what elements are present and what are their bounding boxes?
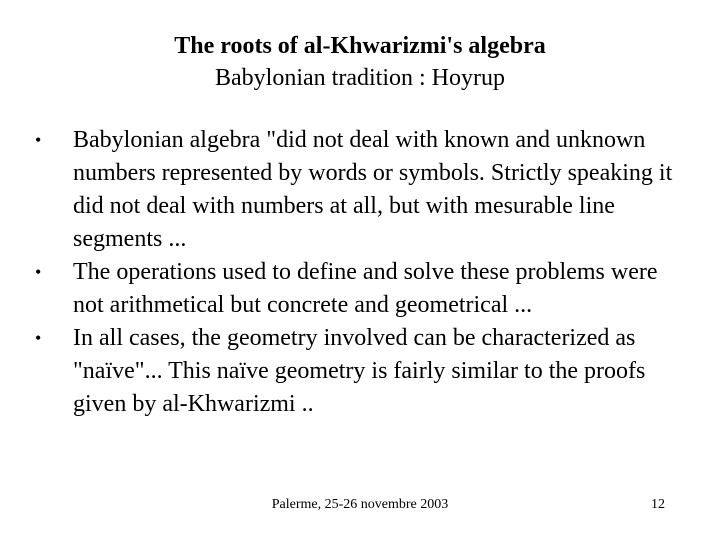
- title-block: [0, 30, 720, 94]
- slide-subtitle: Babylonian tradition : Hoyrup: [215, 65, 505, 91]
- bullet-item: [0, 256, 673, 322]
- bullet-text: In all cases, the geometry involved can be characterized as "naïve"... This naïve geometry is fairly similar to the proofs given by al-Khwarizmi ..: [73, 325, 646, 417]
- bullet-marker: •: [35, 262, 42, 282]
- bullet-item: [0, 322, 673, 421]
- bullet-marker: •: [35, 328, 42, 348]
- footer-text: Palerme, 25-26 novembre 2003: [271, 497, 449, 512]
- slide-title: The roots of al-Khwarizmi's algebra: [174, 33, 546, 59]
- bullet-text: Babylonian algebra "did not deal with known and unknown numbers represented by words or symbols. Strictly speaking it did not deal with numbers at all, but with mesurable line segments ...: [73, 127, 673, 252]
- bullet-marker: •: [35, 130, 42, 150]
- bullet-list: [0, 124, 720, 421]
- page-number: 12: [651, 497, 665, 512]
- bullet-text: The operations used to define and solve these problems were not arithmetical but concrete and geometrical ...: [73, 259, 658, 318]
- bullet-item: [0, 124, 673, 256]
